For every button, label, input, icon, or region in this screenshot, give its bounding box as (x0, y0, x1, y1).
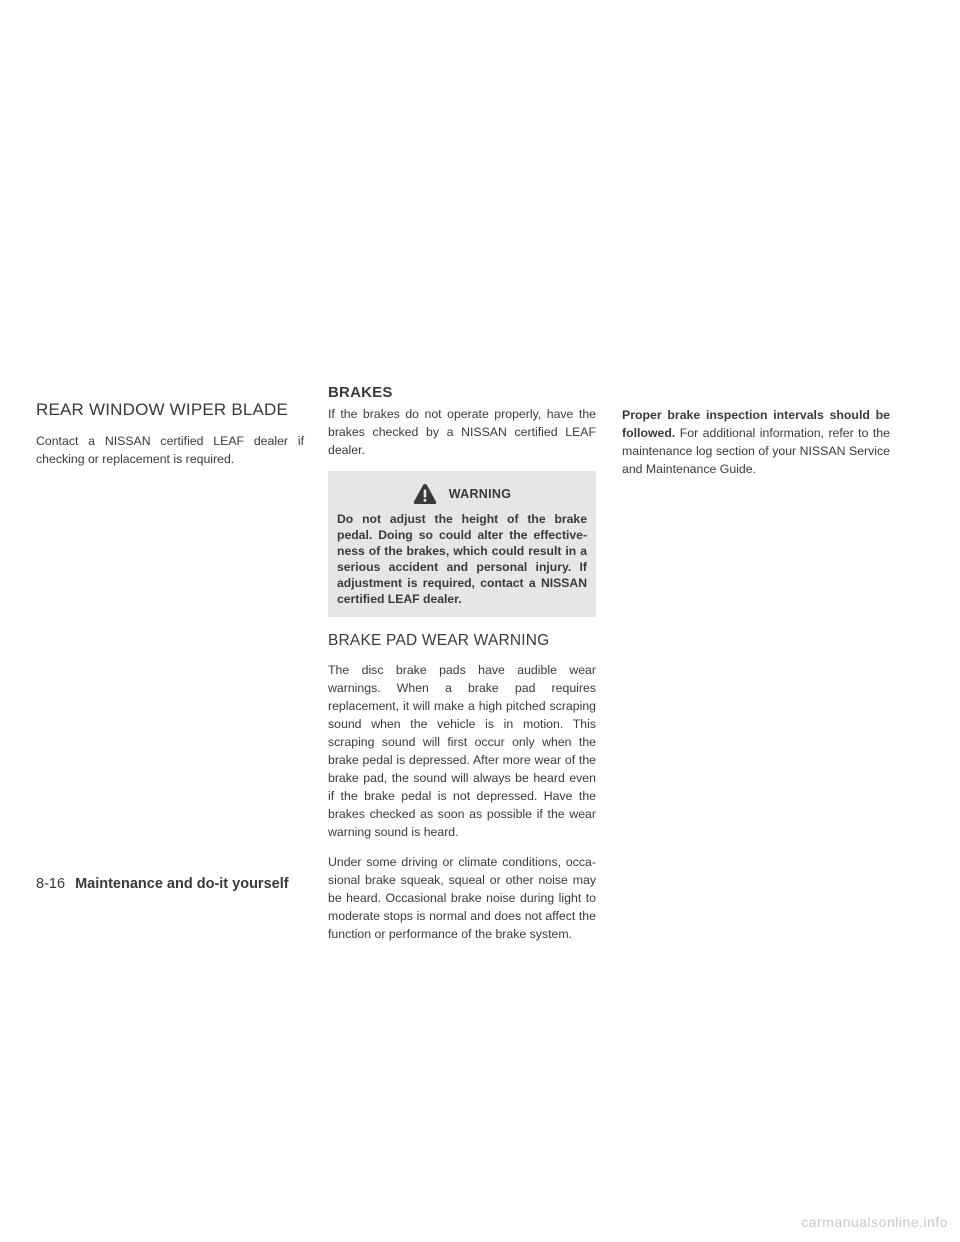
watermark: carmanualsonline.info (801, 1214, 948, 1230)
inspection-paragraph (622, 406, 890, 478)
warning-label: WARNING (448, 487, 512, 501)
page-footer (36, 876, 289, 892)
pad-wear-paragraph-2: Under some driving or climate conditions, occa-sional brake squeak, squeal or other noise may be heard. Occasional brake noise during light to moderate stops is normal and does not affect the function or performance of the brake system. (328, 855, 596, 941)
inspection-bold-lead: Proper brake inspection intervals should be followed. (622, 408, 890, 440)
pad-wear-paragraph-1: The disc brake pads have audible wear warnings. When a brake pad requires replacement, it will make a high pitched scraping sound when the vehicle is in motion. This scraping sound will first occur only when the brake pedal is depressed. After more wear of the brake pad, the sound will always be heard even if the brake pedal is not depressed. Have the brakes checked as soon as possible if the wear warning sound is heard. (328, 663, 596, 839)
warning-header (337, 483, 587, 505)
page-number: 8-16 (36, 876, 66, 892)
rear-wiper-section (36, 400, 304, 480)
inspection-section (622, 406, 890, 490)
warning-box (328, 471, 596, 617)
rear-wiper-title: REAR WINDOW WIPER BLADE (36, 400, 289, 419)
warning-text: Do not adjust the height of the brake pedal. Doing so could alter the effective-ness of the brakes, which could result in a serious accident and personal injury. If adjustment is required, contact a NISSAN certified LEAF dealer. (337, 512, 587, 606)
rear-wiper-body: Contact a NISSAN certified LEAF dealer if checking or replacement is required. (36, 434, 304, 466)
pad-wear-title: BRAKE PAD WEAR WARNING (328, 632, 550, 649)
brakes-section (328, 384, 596, 955)
warning-triangle-icon (413, 483, 437, 505)
chapter-title: Maintenance and do-it yourself (75, 876, 289, 892)
inspection-rest: For additional information, refer to the maintenance log section of your NISSAN Service and Maintenance Guide. (622, 426, 890, 476)
brakes-title: BRAKES (328, 384, 393, 401)
brakes-intro: If the brakes do not operate properly, have the brakes checked by a NISSAN certified LEAF dealer. (328, 407, 596, 457)
